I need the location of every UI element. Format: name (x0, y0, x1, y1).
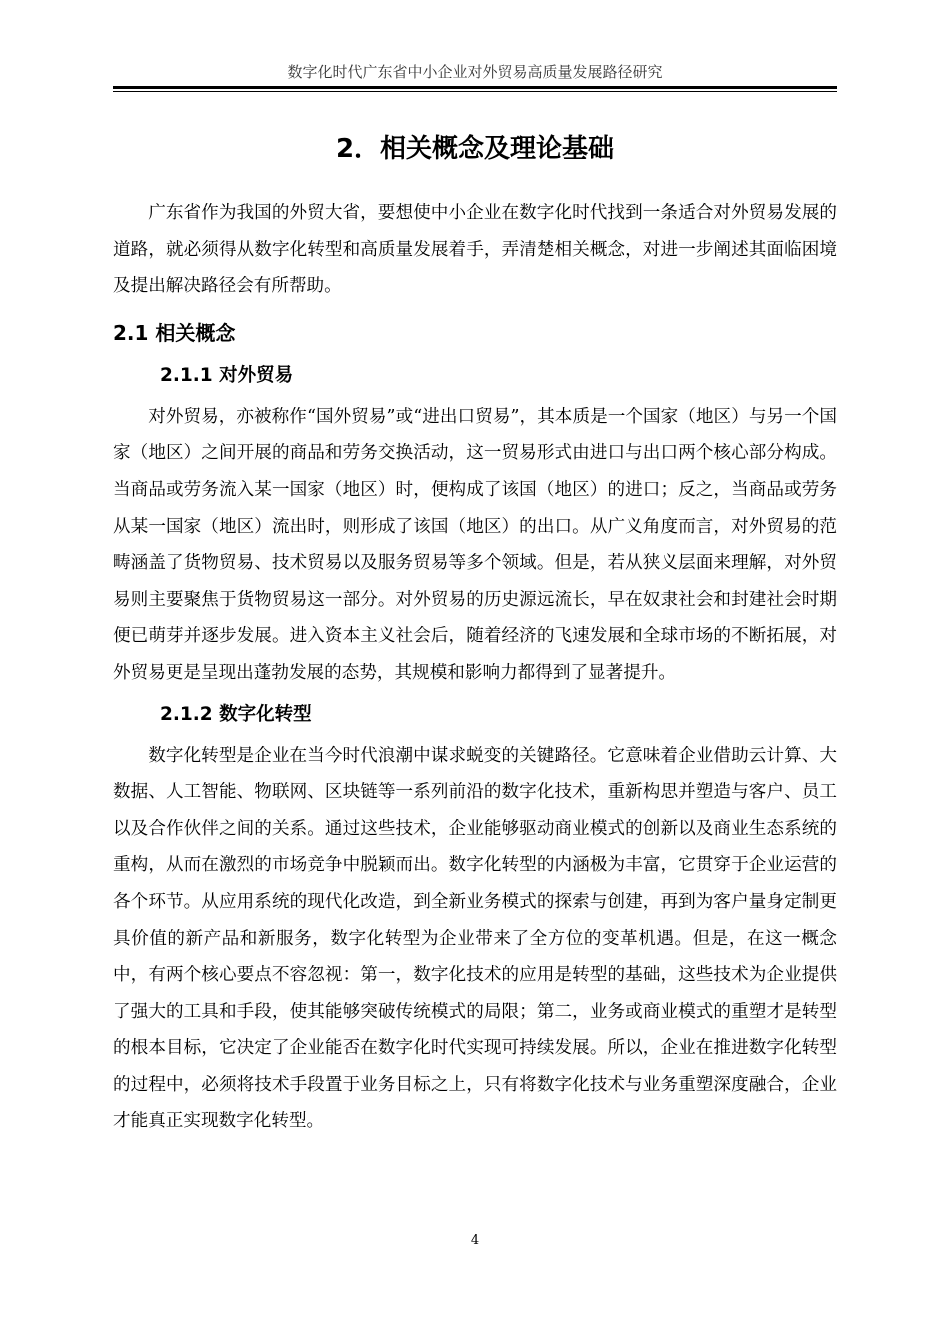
digital-transformation-paragraph: 数字化转型是企业在当今时代浪潮中谋求蜕变的关键路径。它意味着企业借助云计算、大数据、人工智能、物联网、区块链等一系列前沿的数字化技术，重新构思并塑造与客户、员工以及合作伙伴之间的关系。通过这些技术，企业能够驱动商业模式的创新以及商业生态系统的重构，从而在激烈的市场竞争中脱颖而出。数字化转型的内涵极为丰富，它贯穿于企业运营的各个环节。从应用系统的现代化改造，到全新业务模式的探索与创建，再到为客户量身定制更具价值的新产品和新服务，数字化转型为企业带来了全方位的变革机遇。但是，在这一概念中，有两个核心要点不容忽视：第一，数字化技术的应用是转型的基础，这些技术为企业提供了强大的工具和手段，使其能够突破传统模式的局限；第二，业务或商业模式的重塑才是转型的根本目标，它决定了企业能否在数字化时代实现可持续发展。所以，企业在推进数字化转型的过程中，必须将技术手段置于业务目标之上，只有将数字化技术与业务重塑深度融合，企业才能真正实现数字化转型。 (113, 745, 837, 1132)
running-header: 数字化时代广东省中小企业对外贸易高质量发展路径研究 (287, 63, 663, 81)
header-rule-thick (113, 86, 837, 89)
subsection-heading-2-1-2: 2.1.2 数字化转型 (160, 703, 312, 725)
subsection-heading-2-1-1: 2.1.1 对外贸易 (160, 364, 294, 386)
page-content (113, 125, 837, 1140)
header-rule-thin (113, 91, 837, 92)
section-heading-2-1: 2.1 相关概念 (113, 320, 236, 345)
chapter-title: 2．相关概念及理论基础 (335, 134, 615, 164)
chapter-intro-paragraph: 广东省作为我国的外贸大省，要想使中小企业在数字化时代找到一条适合对外贸易发展的道路，就必须得从数字化转型和高质量发展着手，弄清楚相关概念，对进一步阐述其面临困境及提出解决路径会有所帮助。 (113, 203, 837, 297)
foreign-trade-paragraph: 对外贸易，亦被称作“国外贸易”或“进出口贸易”，其本质是一个国家（地区）与另一个国家（地区）之间开展的商品和劳务交换活动，这一贸易形式由进口与出口两个核心部分构成。当商品或劳务流入某一国家（地区）时，便构成了该国（地区）的进口；反之，当商品或劳务从某一国家（地区）流出时，则形成了该国（地区）的出口。从广义角度而言，对外贸易的范畴涵盖了货物贸易、技术贸易以及服务贸易等多个领域。但是，若从狭义层面来理解，对外贸易则主要聚焦于货物贸易这一部分。对外贸易的历史源远流长，早在奴隶社会和封建社会时期便已萌芽并逐步发展。进入资本主义社会后，随着经济的飞速发展和全球市场的不断拓展，对外贸易更是呈现出蓬勃发展的态势，其规模和影响力都得到了显著提升。 (113, 406, 837, 683)
page-number: 4 (470, 1233, 480, 1248)
